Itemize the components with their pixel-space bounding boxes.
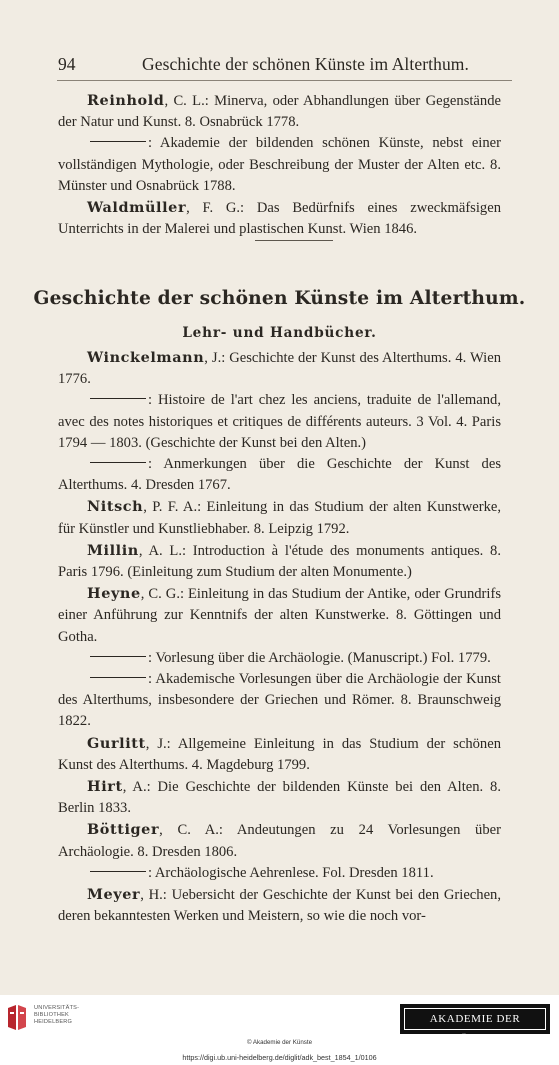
section-subtitle: Lehr- und Handbücher. bbox=[182, 325, 377, 341]
bibliography-entry bbox=[58, 390, 501, 454]
entry-author: Heyne bbox=[87, 585, 141, 603]
entry-author: Winckelmann bbox=[87, 349, 205, 366]
entry-text: : Vorlesung über die Archäologie. (Manuscript.) Fol. 1779. bbox=[148, 649, 491, 666]
ditto-dash bbox=[90, 871, 146, 872]
ditto-dash bbox=[90, 462, 146, 463]
entry-text: , P. F. A.: Einleitung in das Studium der alten Kunstwerke, für Künstler und Kunstliebhaber. 8. Leipzig 1792. bbox=[58, 499, 501, 537]
copyright-text: © Akademie der Künste bbox=[246, 1039, 313, 1046]
entry-author: Hirt bbox=[87, 778, 123, 796]
bibliography-entry bbox=[58, 819, 501, 862]
entry-text: , A. L.: Introduction à l'étude des monuments antiques. 8. Paris 1796. (Einleitung zum Studium der alten Monumente.) bbox=[58, 542, 501, 581]
bibliography-entry bbox=[58, 648, 501, 669]
bibliography-entry bbox=[58, 669, 501, 733]
bibliography-entry bbox=[58, 884, 501, 927]
entry-text: , H.: Uebersicht der Geschichte der Kunst bei den Griechen, deren bekanntesten Werken und Meistern, so wie die noch vor- bbox=[58, 887, 501, 925]
library-logo[interactable] bbox=[6, 1004, 96, 1034]
entry-author: Gurlitt bbox=[87, 734, 146, 752]
entry-text: , A.: Die Geschichte der bildenden Künste bei den Alten. 8. Berlin 1833. bbox=[58, 779, 501, 817]
section-separator bbox=[255, 240, 333, 241]
bibliography-entry bbox=[58, 347, 501, 390]
entry-author: Nitsch bbox=[87, 498, 144, 516]
bibliography-entry bbox=[58, 776, 501, 819]
ditto-dash bbox=[90, 677, 146, 678]
bibliography-entry bbox=[58, 90, 501, 133]
ditto-dash bbox=[90, 398, 146, 399]
entry-text: , F. G.: Das Bedürfnifs eines zweckmäfsigen Unterrichts in der Malerei und plastischen Kunst. Wien 1846. bbox=[58, 200, 501, 238]
library-logo-icon bbox=[6, 1004, 30, 1032]
entry-text: : Akademie der bildenden schönen Künste, nebst einer vollständigen Mythologie, oder Beschreibung der Muster der Alten etc. 8. Münster und Osnabrück 1788. bbox=[58, 135, 501, 194]
entry-text: : Akademische Vorlesungen über die Archäologie der Kunst des Alterthums, insbesondere der Griechen und Römer. 8. Braunschweig 1822. bbox=[58, 671, 501, 730]
bibliography-entry bbox=[58, 454, 501, 496]
entry-text: : Archäologische Aehrenlese. Fol. Dresden 1811. bbox=[148, 864, 434, 881]
entry-text: : Anmerkungen über die Geschichte der Kunst des Alterthums. 4. Dresden 1767. bbox=[58, 456, 501, 494]
entry-text: , J.: Geschichte der Kunst des Alterthums. 4. Wien 1776. bbox=[58, 350, 501, 388]
ditto-dash bbox=[90, 141, 146, 142]
bibliography-entry bbox=[58, 863, 501, 884]
bibliography-entry bbox=[58, 540, 501, 583]
bibliography-entry bbox=[58, 496, 501, 539]
entry-author: Millin bbox=[87, 541, 139, 559]
entry-author: Waldmüller bbox=[87, 199, 187, 217]
bibliography-main bbox=[58, 347, 501, 927]
header-rule bbox=[57, 80, 512, 81]
running-header bbox=[58, 51, 508, 77]
page-number: 94 bbox=[58, 54, 76, 74]
entry-author: Reinhold bbox=[87, 92, 165, 109]
running-title: Geschichte der schönen Künste im Alterthum. bbox=[142, 54, 469, 74]
entry-author: Böttiger bbox=[87, 821, 160, 839]
entry-text: , J.: Allgemeine Einleitung in das Studium der schönen Kunst des Alterthums. 4. Magdeburg 1799. bbox=[58, 735, 501, 773]
library-logo-text: UNIVERSITÄTS- BIBLIOTHEK HEIDELBERG bbox=[34, 1005, 80, 1025]
bibliography-entry bbox=[58, 583, 501, 648]
entry-author: Meyer bbox=[87, 886, 141, 904]
akademie-badge[interactable] bbox=[400, 1004, 550, 1045]
bibliography-entry bbox=[58, 733, 501, 776]
source-url[interactable]: https://digi.ub.uni-heidelberg.de/diglit/adk_best_1854_1/0106 bbox=[182, 1053, 377, 1062]
entry-text: , C. A.: Andeutungen zu 24 Vorlesungen über Archäologie. 8. Dresden 1806. bbox=[58, 822, 501, 860]
entry-text: , C. L.: Minerva, oder Abhandlungen über Gegenstände der Natur und Kunst. 8. Osnabrück 1778. bbox=[58, 93, 501, 131]
entry-text: , C. G.: Einleitung in das Studium der Antike, oder Grundrifs einer Anführung zur Kenntnifs der alten Kunstwerke. 8. Göttingen und Gotha. bbox=[58, 586, 501, 645]
ditto-dash bbox=[90, 656, 146, 657]
entry-text: : Histoire de l'art chez les anciens, traduite de l'allemand, avec des notes historiques et critiques de différents auteurs. 3 Vol. 4. Paris 1794 — 1803. (Geschichte der Kunst bei den Alten.) bbox=[58, 392, 501, 451]
akademie-badge-label: AKADEMIE DER KÜNSTE bbox=[404, 1008, 546, 1030]
bibliography-top bbox=[58, 90, 501, 240]
section-title: Geschichte der schönen Künste im Alterthum. bbox=[33, 287, 526, 309]
bibliography-entry bbox=[58, 133, 501, 197]
bibliography-entry bbox=[58, 197, 501, 240]
